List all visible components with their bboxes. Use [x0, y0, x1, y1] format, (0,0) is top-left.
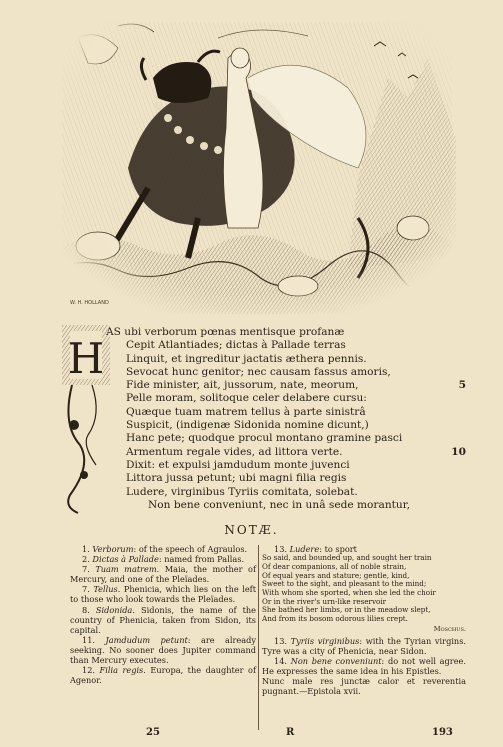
line-number: 5 [458, 379, 466, 392]
verse-line: Ludere, virginibus Tyriis comitata, solebat. [126, 485, 358, 498]
verse-line: Dixit: et expulsi jamdudum monte juvenci [126, 458, 350, 471]
note: 1. Verborum: of the speech of Agraulos. [82, 544, 248, 554]
footer-left-number: 25 [146, 727, 160, 738]
notes-right-column [262, 544, 466, 696]
note: 13. Tyriis virginibus: with the Tyrian virgins. Tyre was a city of Phenicia, near Sidon. [262, 635, 467, 656]
latin-verse [106, 326, 466, 512]
line-number: 10 [451, 445, 466, 458]
footer-signature-mark: R [286, 727, 295, 738]
note: 7. Tuam matrem. Maia, the mother of Mercury, and one of the Pleïades. [70, 564, 256, 585]
verse-line: Armentum regale vides, ad littora verte. 10 [126, 445, 466, 458]
verse-line: Linquit, et ingreditur jactatis æthera pennis. [126, 352, 367, 365]
verse-line: Hanc pete; quodque procul montano gramine pasci [126, 432, 403, 445]
notes-heading: NOTÆ. [224, 523, 279, 537]
note: 12. Filia regis. Europa, the daughter of Agenor. [70, 665, 256, 686]
verse-line: Sevocat hunc genitor; nec causam fassus amoris, [126, 365, 391, 378]
verse-line: Cepit Atlantiades; dictas à Pallade terras [126, 339, 346, 352]
verse-line: Non bene conveniunt, nec in unâ sede morantur, [148, 498, 410, 511]
page-number: 193 [432, 727, 453, 738]
verse-line: Littora jussa petunt; ubi magni filia regis [126, 472, 347, 485]
verse-line: Pelle moram, solitoque celer delabere cursu: [126, 392, 367, 405]
note: 14. Non bene conveniunt: do not well agree. He expresses the same idea in his Epistles. [262, 656, 466, 677]
note: 11. Jamdudum petunt: are already seeking. No sooner does Jupiter command than Mercury executes. [70, 634, 256, 666]
note: 2. Dictas à Pallade: named from Pallas. [82, 554, 245, 565]
verse-line: Fide minister, ait, jussorum, nate, meorum, 5 [126, 379, 466, 392]
verse-line: Quæque tuam matrem tellus à parte sinistrâ [126, 405, 366, 418]
initial-letter: H [67, 334, 105, 383]
note: 8. Sidonida. Sidonis, the name of the country of Phenicia, taken from Sidon, its capital. [70, 604, 256, 635]
notes-left-column [70, 544, 256, 685]
note: 7. Tellus. Phenicia, which lies on the left to those who look towards the Pleïades. [70, 584, 256, 605]
verse-line: AS ubi verborum pœnas mentisque profanæ [106, 326, 345, 338]
column-divider [258, 545, 259, 730]
europa-engraving [58, 18, 456, 314]
note: 13. Ludere: to sport [274, 544, 357, 554]
verse-line: Suspicit, (indigenæ Sidonida nomine dicunt,) [126, 419, 369, 432]
engraver-signature: W. H. HOLLAND [70, 300, 109, 306]
moschus-quotation: So said, and bounded up, and sought her train Of dear companions, all of noble strain, Of equal years and stature; gentle, kind, Sweet to the sight, and pleasant to the mind; With whom she sported, when she led the choir Or in the river's urn-like reservoir She bathed her limbs, or in the meadow slept, And from its bosom odorous lilies crept. [262, 553, 436, 624]
epistle-quote: Nunc male res junctæ calor et reverentia pugnant.—Epistola xvii. [262, 676, 466, 697]
quotation-attribution: Moschus. [433, 624, 466, 633]
